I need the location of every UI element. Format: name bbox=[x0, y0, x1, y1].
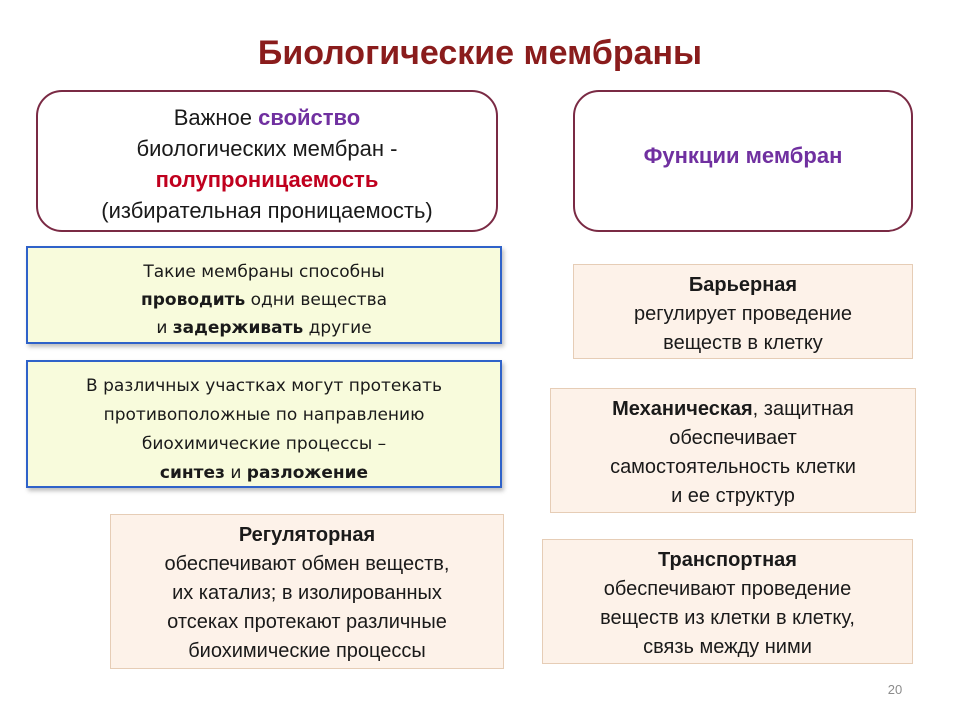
page-number: 20 bbox=[887, 682, 903, 697]
property-line-2: биологических мембран - bbox=[136, 136, 398, 161]
property-keyword: свойство bbox=[258, 105, 361, 130]
regulatory-function-name: Регуляторная bbox=[238, 524, 376, 546]
membrane-functions-header-box bbox=[573, 90, 913, 232]
semipermeability-term: полупроницаемость bbox=[155, 167, 379, 192]
mechanical-function-heading: Механическая, защитная bbox=[612, 398, 854, 420]
regulatory-function-box: Регуляторная обеспечивают обмен веществ, их катализ; в изолированных отсеках протекают различные биохимические процессы bbox=[110, 514, 504, 669]
note2-line-3: биохимические процессы – bbox=[141, 434, 387, 454]
slide-title: Биологические мембраны bbox=[257, 34, 703, 72]
property-line-4: (избирательная проницаемость) bbox=[101, 198, 433, 223]
membrane-property-box bbox=[36, 90, 498, 232]
note1-line-2: проводить одни вещества bbox=[140, 290, 388, 310]
opposite-processes-note bbox=[26, 360, 502, 488]
note1-line-1: Такие мембраны способны bbox=[143, 262, 385, 282]
note2-line-2: противоположные по направлению bbox=[103, 405, 425, 425]
mechanical-function-box: Механическая, защитная обеспечивает самостоятельность клетки и ее структур bbox=[550, 388, 916, 513]
note2-line-4: синтез и разложение bbox=[159, 463, 369, 483]
transport-function-name: Транспортная bbox=[658, 549, 797, 571]
note1-line-3: и задерживать другие bbox=[156, 318, 372, 338]
transport-function-box: Транспортная обеспечивают проведение веществ из клетки в клетку, связь между ними bbox=[542, 539, 913, 664]
note2-line-1: В различных участках могут протекать bbox=[86, 376, 442, 396]
barrier-function-name: Барьерная bbox=[688, 274, 798, 296]
barrier-function-box: Барьерная регулирует проведение веществ в клетку bbox=[573, 264, 913, 359]
functions-heading: Функции мембран bbox=[643, 143, 843, 168]
property-line-1: Важное свойство bbox=[173, 105, 361, 130]
selective-transport-note bbox=[26, 246, 502, 344]
